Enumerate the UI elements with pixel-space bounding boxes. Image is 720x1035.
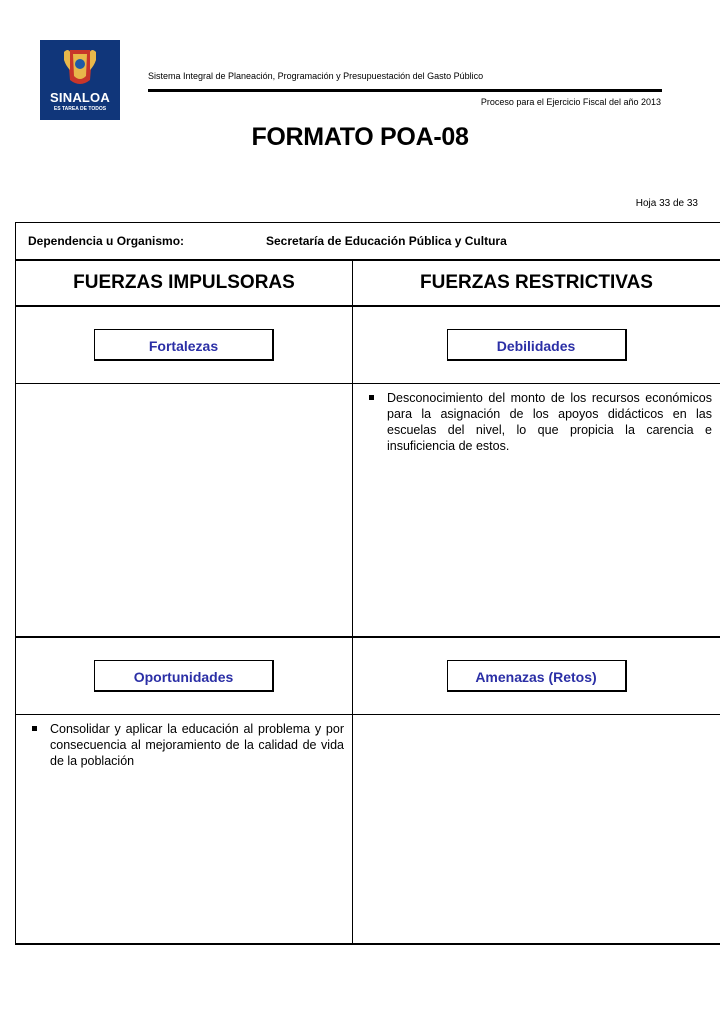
list-item <box>367 390 712 454</box>
fortalezas-label: Fortalezas <box>94 329 274 361</box>
logo-name: SINALOA <box>50 90 110 105</box>
oportunidades-label-cell <box>16 637 353 715</box>
external-content-row <box>16 715 720 945</box>
internal-labels-row <box>16 306 720 384</box>
debilidades-label-cell <box>353 306 720 384</box>
amenazas-label-cell <box>353 637 720 715</box>
square-bullet-icon <box>32 726 37 731</box>
driving-forces-header: FUERZAS IMPULSORAS <box>16 260 353 306</box>
oportunidades-label: Oportunidades <box>94 660 274 692</box>
forces-header-row <box>16 260 720 306</box>
oportunidad-text: Consolidar y aplicar la educación al problema y por consecuencia al mejoramiento de la calidad de vida de la población <box>50 722 344 768</box>
debilidad-text: Desconocimiento del monto de los recursos económicos para la asignación de los apoyos didácticos en las escuelas del nivel, lo que propicia la carencia e insuficiencia de estos. <box>387 391 712 453</box>
dependency-label: Dependencia u Organismo: <box>28 234 185 248</box>
list-item <box>30 721 344 769</box>
debilidades-content <box>353 384 720 638</box>
header-divider <box>148 89 662 92</box>
dependency-row <box>16 223 720 261</box>
dependency-cell <box>16 223 720 261</box>
poa-form-table <box>15 222 720 945</box>
page-number: Hoja 33 de 33 <box>635 198 698 209</box>
oportunidades-content <box>16 715 353 945</box>
amenazas-list <box>353 715 720 721</box>
fortalezas-content <box>16 384 353 638</box>
restrictive-forces-header: FUERZAS RESTRICTIVAS <box>353 260 720 306</box>
fortalezas-list <box>16 384 352 390</box>
fiscal-year-process: Proceso para el Ejercicio Fiscal del año 2013 <box>480 97 661 107</box>
sinaloa-logo <box>40 40 120 120</box>
format-title: FORMATO POA-08 <box>251 123 469 151</box>
internal-content-row <box>16 384 720 638</box>
debilidades-label: Debilidades <box>447 329 627 361</box>
square-bullet-icon <box>369 395 374 400</box>
dependency-value: Secretaría de Educación Pública y Cultura <box>266 234 507 248</box>
external-labels-row <box>16 637 720 715</box>
amenazas-label: Amenazas (Retos) <box>447 660 627 692</box>
oportunidades-list <box>16 715 352 769</box>
system-title: Sistema Integral de Planeación, Programación y Presupuestación del Gasto Público <box>148 71 484 81</box>
logo-tagline: ES TAREA DE TODOS <box>53 106 107 112</box>
debilidades-list <box>353 384 720 454</box>
amenazas-content <box>353 715 720 945</box>
fortalezas-label-cell <box>16 306 353 384</box>
